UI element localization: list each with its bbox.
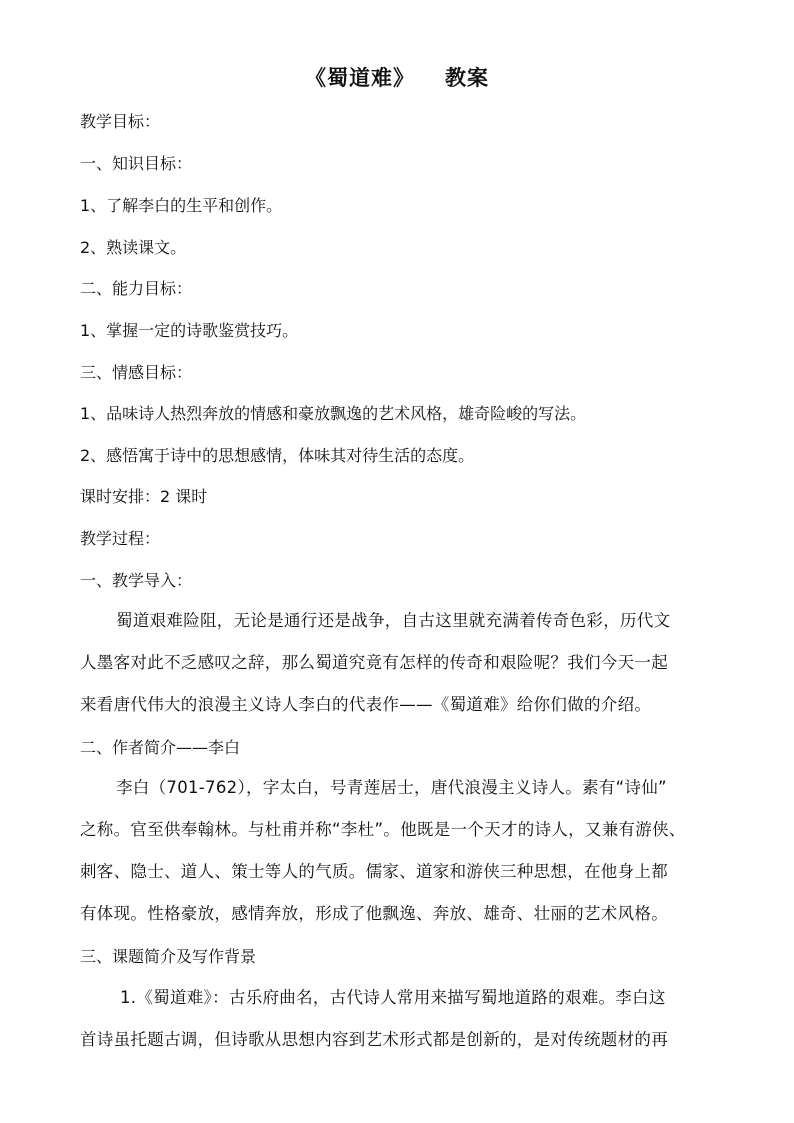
author-line-3: 刺客、隐士、道人、策士等人的气质。儒家、道家和游侠三种思想，在他身上都 [80,862,668,881]
emotion-goal-1: 1、品味诗人热烈奔放的情感和豪放飘逸的艺术风格，雄奇险峻的写法。 [80,404,587,423]
author-paragraph [80,767,740,935]
class-hours: 课时安排：2 课时 [80,487,208,506]
background-line-1: 1.《蜀道难》：古乐府曲名，古代诗人常用来描写蜀地道路的艰难。李白这 [120,988,666,1007]
section-heading-objectives: 教学目标： [80,112,161,131]
title-suffix: 教案 [445,66,489,90]
author-line-2: 之称。官至供奉翰林。与杜甫并称“李杜”。他既是一个天才的诗人，又兼有游侠、 [80,820,686,839]
heading-introduction: 一、教学导入： [80,571,193,590]
document-title [0,62,794,92]
ability-goal-1: 1、掌握一定的诗歌鉴赏技巧。 [80,321,299,340]
intro-paragraph [80,600,740,726]
heading-background: 三、课题简介及写作背景 [80,947,257,966]
author-line-4: 有体现。性格豪放，感情奔放，形成了他飘逸、奔放、雄奇、壮丽的艺术风格。 [80,904,668,923]
background-paragraph [80,977,740,1061]
author-line-1: 李白（701-762），字太白，号青莲居士，唐代浪漫主义诗人。素有“诗仙” [116,778,667,797]
intro-line-2: 人墨客对此不乏感叹之辞，那么蜀道究竟有怎样的传奇和艰险呢？我们今天一起 [80,653,668,672]
heading-author: 二、作者简介——李白 [80,738,241,757]
intro-line-3: 来看唐代伟大的浪漫主义诗人李白的代表作——《蜀道难》给你们做的介绍。 [80,695,652,714]
title-text: 《蜀道难》 [305,66,415,90]
knowledge-goal-2: 2、熟读课文。 [80,238,187,257]
heading-ability-goals: 二、能力目标： [80,279,193,298]
heading-emotion-goals: 三、情感目标： [80,363,193,382]
emotion-goal-2: 2、感悟寓于诗中的思想感情，体味其对待生活的态度。 [80,446,475,465]
intro-line-1: 蜀道艰难险阻，无论是通行还是战争，自古这里就充满着传奇色彩，历代文 [116,611,671,630]
knowledge-goal-1: 1、了解李白的生平和创作。 [80,196,283,215]
section-heading-process: 教学过程： [80,529,161,548]
heading-knowledge-goals: 一、知识目标： [80,154,193,173]
background-line-2: 首诗虽托题古调，但诗歌从思想内容到艺术形式都是创新的，是对传统题材的再 [80,1030,668,1049]
